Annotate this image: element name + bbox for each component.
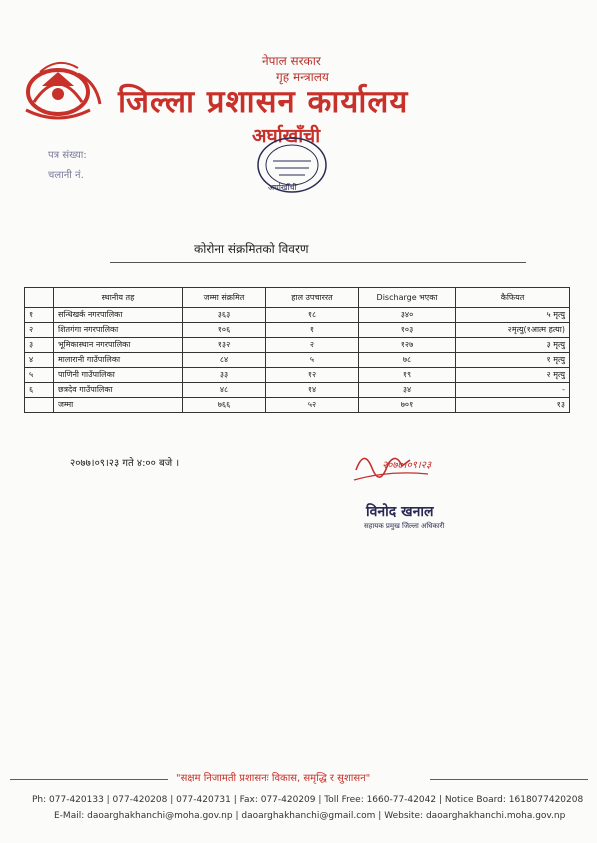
cell-discharged: १९ — [359, 368, 456, 383]
cell-discharged: ७८ — [359, 353, 456, 368]
cell-active: १८ — [266, 308, 359, 323]
cell-discharged: १०३ — [359, 323, 456, 338]
column-header-remarks: कैफियत — [456, 288, 570, 308]
report-datetime: २०७७।०९।२३ गते ४:०० बजे । — [70, 458, 180, 469]
table-header-row — [25, 288, 570, 308]
title-divider — [110, 262, 526, 263]
cell-serial — [25, 398, 54, 413]
dispatch-no-label: चलानी नं. — [48, 170, 84, 181]
cell-total-infected: १०६ — [183, 323, 266, 338]
cell-total-active: ५२ — [266, 398, 359, 413]
footer-web: E-Mail: daoarghakhanchi@moha.gov.np | daoarghakhanchi@gmail.com | Website: daoarghakhanchi.moha.gov.np — [54, 811, 566, 821]
table-row — [25, 308, 570, 323]
footer-contact: Ph: 077-420133 | 077-420208 | 077-420731 | Fax: 077-420209 | Toll Free: 1660-77-42042 | Notice Board: 1618077420208 — [32, 795, 584, 805]
cell-active: १४ — [266, 383, 359, 398]
signature-date: २०७७।०९।२३ — [382, 460, 432, 471]
cell-active: २ — [266, 338, 359, 353]
covid-cases-table — [24, 287, 570, 413]
cell-total-infected: ८४ — [183, 353, 266, 368]
officer-title: सहायक प्रमुख जिल्ला अधिकारी — [364, 522, 445, 530]
cell-serial: ४ — [25, 353, 54, 368]
column-header-discharged: Discharge भएका — [359, 288, 456, 308]
cell-total-infected: १३२ — [183, 338, 266, 353]
cell-serial: २ — [25, 323, 54, 338]
cell-serial: ५ — [25, 368, 54, 383]
cell-total-infected: ३६३ — [183, 308, 266, 323]
cell-total-deaths: १३ — [456, 398, 570, 413]
table-row — [25, 353, 570, 368]
cell-remarks: १ मृत्यु — [456, 353, 570, 368]
cell-remarks: २ मृत्यु — [456, 368, 570, 383]
footer-divider-right — [430, 779, 588, 780]
cell-serial: ६ — [25, 383, 54, 398]
cell-active: १ — [266, 323, 359, 338]
cell-remarks: - — [456, 383, 570, 398]
footer-motto: "सक्षम निजामती प्रशासनः विकास, समृद्धि र सुशासन" — [176, 773, 371, 784]
column-header-active: हाल उपचाररत — [266, 288, 359, 308]
cell-active: १२ — [266, 368, 359, 383]
cell-remarks: ५ मृत्यु — [456, 308, 570, 323]
footer-divider-left — [10, 779, 168, 780]
stamp-caption: अर्घाखाँची — [268, 183, 297, 192]
cell-local-level: पाणिनी गाउँपालिका — [54, 368, 183, 383]
ministry-name: गृह मन्त्रालय — [276, 70, 329, 84]
nepal-emblem-icon — [18, 52, 108, 124]
document-title: कोरोना संक्रमितको विवरण — [194, 242, 309, 256]
cell-total-infected: ४८ — [183, 383, 266, 398]
ref-no-label: पत्र संख्या: — [48, 150, 87, 161]
cell-local-level: मालारानी गाउँपालिका — [54, 353, 183, 368]
cell-local-level: शितगंगा नगरपालिका — [54, 323, 183, 338]
table-row — [25, 368, 570, 383]
table-row — [25, 383, 570, 398]
cell-active: ५ — [266, 353, 359, 368]
column-header-total-infected: जम्मा संक्रमित — [183, 288, 266, 308]
government-name: नेपाल सरकार — [262, 54, 321, 68]
officer-name: विनोद खनाल — [366, 504, 434, 520]
cell-discharged: ३४ — [359, 383, 456, 398]
cell-local-level: छत्रदेव गाउँपालिका — [54, 383, 183, 398]
office-name: जिल्ला प्रशासन कार्यालय — [118, 84, 409, 120]
district-name: अर्घाखाँची — [252, 125, 321, 147]
column-header-local-level: स्थानीय तह — [54, 288, 183, 308]
cell-remarks: ३ मृत्यु — [456, 338, 570, 353]
cell-local-level: भूमिकास्थान नगरपालिका — [54, 338, 183, 353]
cell-total-label: जम्मा — [54, 398, 183, 413]
cell-local-level: सन्धिखर्क नगरपालिका — [54, 308, 183, 323]
cell-total-discharged: ७०१ — [359, 398, 456, 413]
cell-serial: १ — [25, 308, 54, 323]
table-row — [25, 338, 570, 353]
cell-discharged: १२७ — [359, 338, 456, 353]
cell-serial: ३ — [25, 338, 54, 353]
cell-remarks: २मृत्यु(१आत्म हत्या) — [456, 323, 570, 338]
cell-total-infected: ७६६ — [183, 398, 266, 413]
cell-total-infected: ३३ — [183, 368, 266, 383]
column-header-serial — [25, 288, 54, 308]
cell-discharged: ३४० — [359, 308, 456, 323]
table-total-row — [25, 398, 570, 413]
table-row — [25, 323, 570, 338]
